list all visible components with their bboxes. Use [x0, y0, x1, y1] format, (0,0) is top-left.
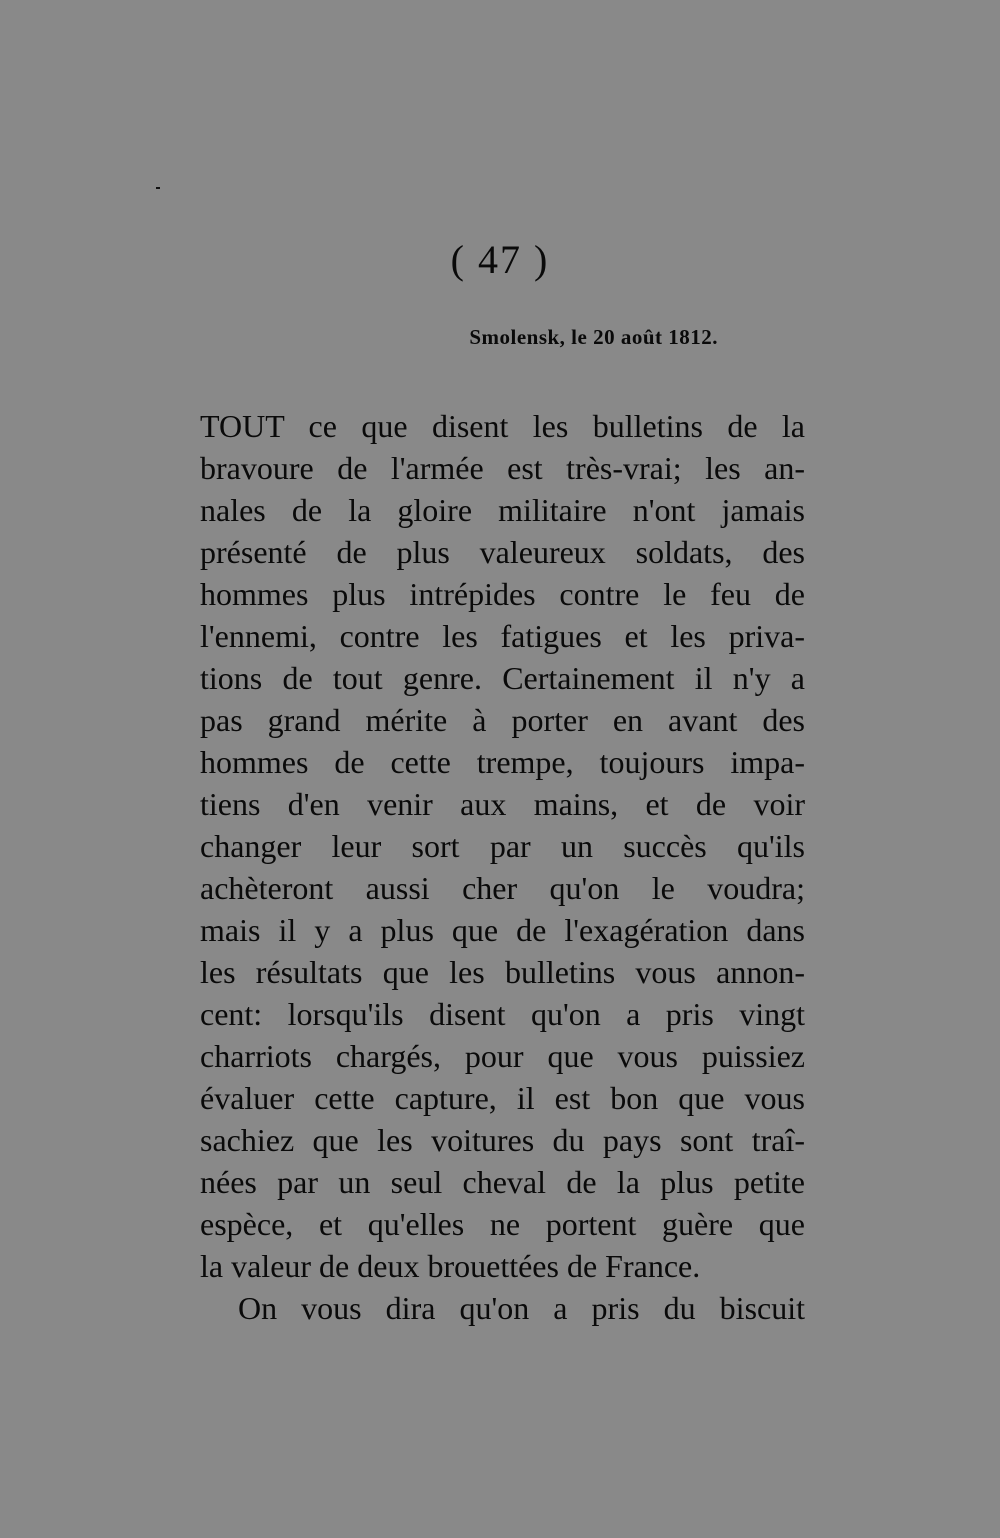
text-line: sachiez que les voitures du pays sont traî- — [200, 1122, 805, 1158]
text-line: pas grand mérite à porter en avant des — [200, 702, 805, 738]
ink-speck — [156, 187, 160, 189]
dateline: Smolensk, le 20 août 1812. — [469, 325, 718, 349]
text-line: nales de la gloire militaire n'ont jamais — [200, 492, 805, 528]
text-line: cent: lorsqu'ils disent qu'on a pris vingt — [200, 996, 805, 1032]
text-line: la valeur de deux brouettées de France. — [200, 1248, 701, 1284]
page-number: ( 47 ) — [450, 237, 550, 282]
paragraph-1 — [200, 405, 805, 1287]
text-line: l'ennemi, contre les fatigues et les priva- — [200, 618, 805, 654]
text-line: évaluer cette capture, il est bon que vous — [200, 1080, 805, 1116]
body-text — [200, 405, 805, 1329]
text-line: nées par un seul cheval de la plus petite — [200, 1164, 805, 1200]
text-line: espèce, et qu'elles ne portent guère que — [200, 1206, 805, 1242]
text-line: les résultats que les bulletins vous annon- — [200, 954, 805, 990]
text-line: charriots chargés, pour que vous puissiez — [200, 1038, 805, 1074]
text-line: tions de tout genre. Certainement il n'y a — [200, 660, 805, 696]
text-line: TOUT ce que disent les bulletins de la — [200, 408, 805, 444]
text-line: présenté de plus valeureux soldats, des — [200, 534, 805, 570]
text-line: On vous dira qu'on a pris du biscuit — [238, 1290, 805, 1326]
paragraph-2 — [200, 1287, 805, 1329]
text-line: mais il y a plus que de l'exagération dans — [200, 912, 805, 948]
text-line: hommes plus intrépides contre le feu de — [200, 576, 805, 612]
text-line: tiens d'en venir aux mains, et de voir — [200, 786, 805, 822]
text-line: achèteront aussi cher qu'on le voudra; — [200, 870, 805, 906]
text-line: bravoure de l'armée est très-vrai; les an- — [200, 450, 805, 486]
text-line: changer leur sort par un succès qu'ils — [200, 828, 805, 864]
text-line: hommes de cette trempe, toujours impa- — [200, 744, 805, 780]
